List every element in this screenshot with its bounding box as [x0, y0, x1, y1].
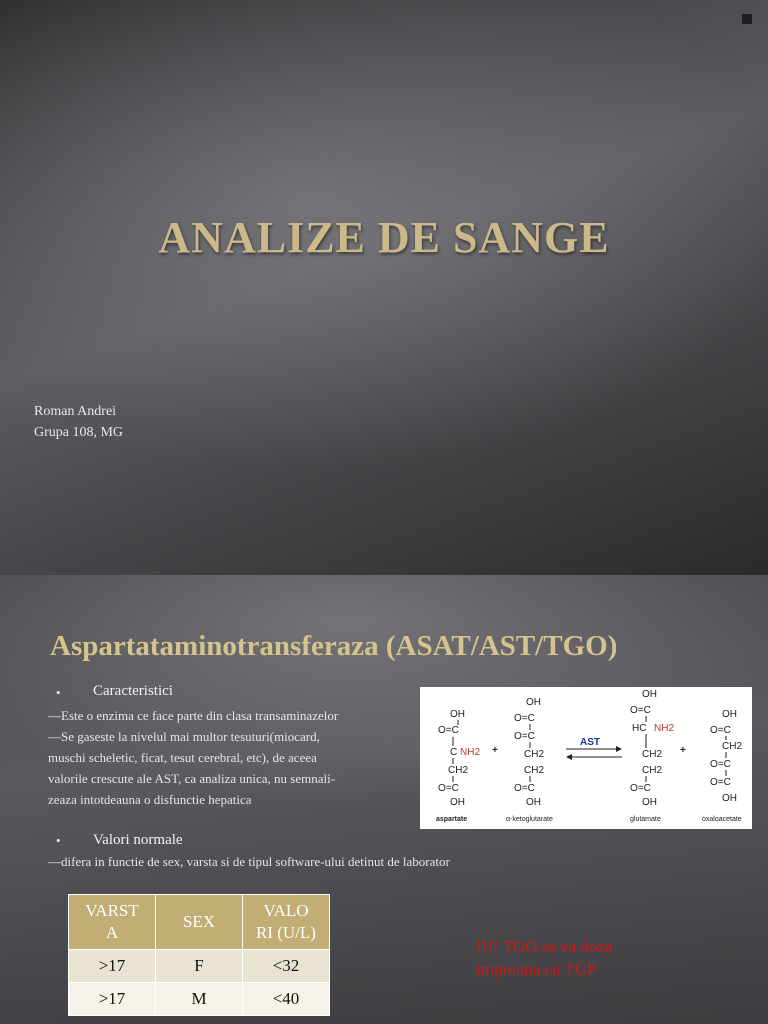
svg-text:C: C	[450, 747, 458, 758]
text-line: valorile crescute ale AST, ca analiza unica, nu semnali-	[48, 771, 336, 786]
table-header-row	[69, 895, 330, 950]
table-cell: <32	[243, 950, 330, 983]
author-block	[34, 401, 123, 443]
caption-ketoglutarate: α-ketoglutarate	[506, 816, 553, 823]
text-line: muschi scheletic, ficat, tesut cerebral, etc), de aceea	[48, 750, 317, 765]
warning-note: !!!! TGO se va doza impreuna cu TGP	[476, 937, 613, 979]
svg-text:AST: AST	[580, 737, 600, 748]
normal-values-note: —difera in functie de sex, varsta si de tipul software-ului detinut de laborator	[48, 854, 450, 869]
svg-text:+: +	[680, 745, 686, 756]
svg-text:CH2: CH2	[722, 741, 743, 752]
section-heading-normal-values: Valori normale	[93, 832, 183, 848]
text-line: zeaza intotdeauna o disfunctie hepatica	[48, 792, 252, 807]
author-name: Roman Andrei	[34, 404, 117, 419]
svg-text:NH2: NH2	[460, 747, 481, 758]
svg-text:O=C: O=C	[710, 759, 731, 770]
svg-text:+: +	[492, 745, 498, 756]
reaction-diagram	[420, 687, 752, 829]
svg-text:OH: OH	[526, 697, 541, 708]
table-cell: >17	[69, 950, 156, 983]
svg-text:O=C: O=C	[438, 725, 459, 736]
svg-text:O=C: O=C	[630, 783, 651, 794]
svg-text:CH2: CH2	[524, 765, 545, 776]
header-age: VARST A	[69, 895, 156, 950]
svg-text:CH2: CH2	[524, 749, 545, 760]
equilibrium-arrows	[566, 737, 622, 760]
svg-text:NH2: NH2	[654, 723, 675, 734]
author-group: Grupa 108, MG	[34, 425, 124, 440]
header-values: VALO RI (U/L)	[243, 895, 330, 950]
slide-corner-mark	[742, 14, 752, 24]
table-cell: F	[156, 950, 243, 983]
svg-text:OH: OH	[450, 797, 465, 808]
table-cell: M	[156, 983, 243, 1016]
section-heading-characteristics: Caracteristici	[93, 683, 173, 699]
svg-text:OH: OH	[526, 797, 541, 808]
oxaloacetate-structure	[710, 709, 742, 804]
svg-text:OH: OH	[642, 797, 657, 808]
table-row	[69, 950, 330, 983]
caption-oxaloacetate: oxaloacetate	[702, 816, 742, 823]
bullet-icon: •	[56, 833, 61, 848]
svg-text:O=C: O=C	[514, 713, 535, 724]
svg-text:O=C: O=C	[630, 705, 651, 716]
bullet-icon: •	[56, 685, 61, 700]
svg-text:CH2: CH2	[642, 749, 663, 760]
svg-text:CH2: CH2	[642, 765, 663, 776]
caption-glutamate: glutamate	[630, 816, 661, 823]
text-line: —Este o enzima ce face parte din clasa transaminazelor	[48, 708, 339, 723]
svg-text:O=C: O=C	[438, 783, 459, 794]
text-line: —Se gaseste la nivelul mai multor tesuturi(miocard,	[48, 729, 320, 744]
svg-text:OH: OH	[722, 793, 737, 804]
ketoglutarate-structure	[514, 697, 544, 808]
header-sex: SEX	[156, 895, 243, 950]
table-cell: <40	[243, 983, 330, 1016]
svg-text:OH: OH	[722, 709, 737, 720]
aspartate-structure	[438, 709, 480, 808]
characteristics-text	[48, 705, 428, 810]
slide-title: ANALIZE DE SANGE	[158, 213, 610, 262]
svg-text:O=C: O=C	[710, 777, 731, 788]
slide-heading: Aspartataminotransferaza (ASAT/AST/TGO)	[50, 630, 618, 662]
reference-values-table	[68, 894, 330, 1016]
svg-text:CH2: CH2	[448, 765, 469, 776]
svg-text:OH: OH	[642, 689, 657, 700]
table-cell: >17	[69, 983, 156, 1016]
svg-text:OH: OH	[450, 709, 465, 720]
glutamate-structure	[630, 689, 674, 808]
svg-text:O=C: O=C	[710, 725, 731, 736]
svg-text:O=C: O=C	[514, 731, 535, 742]
table-row	[69, 983, 330, 1016]
content-slide	[0, 575, 768, 1024]
svg-text:O=C: O=C	[514, 783, 535, 794]
caption-aspartate: aspartate	[436, 816, 468, 823]
svg-text:HC: HC	[632, 723, 647, 734]
